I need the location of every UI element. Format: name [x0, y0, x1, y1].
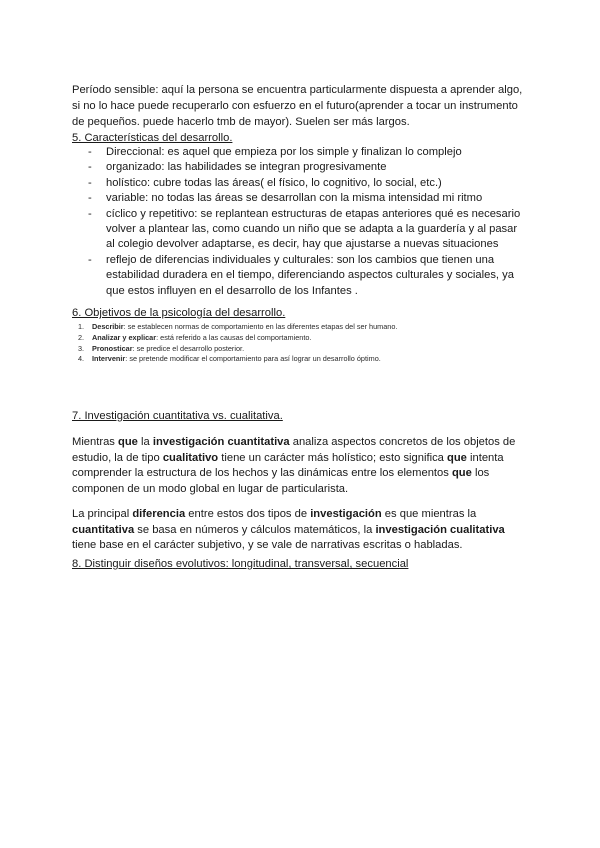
- text-run: los componen de un modo global en lugar de particularista.: [72, 467, 490, 495]
- bold-term: cualitativo: [162, 451, 219, 464]
- list-item: [78, 333, 418, 344]
- item-term: Intervenir: [92, 354, 126, 364]
- list-item: - Direccional: es aquel que empieza por los simple y finalizan lo complejo: [88, 146, 462, 158]
- text-run: Mientras: [72, 436, 119, 449]
- section-8-heading: 8. Distinguir diseños evolutivos: longitudinal, transversal, secuencial: [72, 558, 409, 570]
- list-item: [78, 354, 418, 365]
- list-item-text: reflejo de diferencias individuales y culturales: son los cambios que tienen una estabilidad duradera en el tiempo, diferenciando aspectos culturales y sociales, ya que estos influyen en el desarrollo de los Infantes .: [106, 253, 514, 297]
- text-run: analiza aspectos concretos de los objetos de estudio, la de tipo: [72, 436, 516, 464]
- text-run: tiene base en el carácter subjetivo, y se vale de narrativas escritas o habladas.: [72, 539, 463, 552]
- bold-term: investigación cuantitativa: [152, 436, 290, 449]
- item-text: : se pretende modificar el comportamiento para así lograr un desarrollo óptimo.: [125, 354, 381, 364]
- list-item: - organizado: las habilidades se integran progresivamente: [88, 161, 387, 174]
- bold-term: que: [118, 436, 138, 449]
- bold-term: que: [447, 451, 467, 464]
- objectives-list: [78, 322, 418, 365]
- list-item-text: holístico: cubre todas las áreas( el físico, lo cognitivo, lo social, etc.): [106, 176, 442, 189]
- characteristics-list: [86, 145, 526, 299]
- item-number: 2.: [78, 332, 85, 342]
- list-item-text: organizado: las habilidades se integran progresivamente: [106, 161, 387, 174]
- comparison-paragraph-1: [72, 435, 524, 497]
- item-text: : se predice el desarrollo posterior.: [132, 343, 245, 353]
- item-term: Describir: [92, 322, 124, 331]
- bold-term: cuantitativa: [72, 523, 135, 536]
- item-number: 1.: [78, 322, 85, 331]
- text-run: tiene un carácter más holístico; esto significa: [218, 451, 447, 464]
- list-item: [78, 344, 418, 355]
- section-6-heading: 6. Objetivos de la psicología del desarrollo.: [72, 307, 286, 319]
- bold-term: que: [451, 467, 472, 480]
- item-number: 3.: [78, 343, 85, 353]
- item-number: 4.: [78, 354, 85, 364]
- list-item-text: variable: no todas las áreas se desarrollan con la misma intensidad mi ritmo: [106, 192, 483, 205]
- item-text: : se establecen normas de comportamiento en las diferentes etapas del ser humano.: [123, 322, 398, 331]
- text-run: es que mientras la: [381, 508, 477, 521]
- list-item-text: cíclico y repetitivo: se replantean estructuras de etapas anteriores qué es necesario volver a plantear las, como cuando un niño que se adapta a la guardería y al pasar al colegio devolver adaptarse, es decir, hay que ajustarse a nuevas situaciones: [106, 207, 521, 251]
- list-item: - holístico: cubre todas las áreas( el físico, lo cognitivo, lo social, etc.): [88, 176, 442, 189]
- item-term: Analizar y explicar: [92, 332, 157, 342]
- list-item: [78, 322, 418, 333]
- list-item: - cíclico y repetitivo: se replantean estructuras de etapas anteriores qué es necesario volver a plantear las, como cuando un niño que se adapta a la guardería y al pasar al colegio devolver adaptarse, es decir, hay que ajustarse a nuevas situaciones: [88, 207, 521, 251]
- list-item-text: Direccional: es aquel que empieza por los simple y finalizan lo complejo: [106, 146, 462, 158]
- bold-term: investigación cualitativa: [375, 523, 505, 536]
- section-7-heading: 7. Investigación cuantitativa vs. cualitativa.: [72, 410, 283, 422]
- item-term: Pronosticar: [92, 343, 133, 353]
- text-run: se basa en números y cálculos matemáticos, la: [134, 523, 376, 536]
- list-item: - reflejo de diferencias individuales y culturales: son los cambios que tienen una estabilidad duradera en el tiempo, diferenciando aspectos culturales y sociales, ya que estos influyen en el desarrollo de los Infantes .: [88, 253, 514, 297]
- intro-paragraph: Período sensible: aquí la persona se encuentra particularmente dispuesta a aprender algo, si no lo hace puede recuperarlo con esfuerzo en el futuro(aprender a tocar un instrumento de pequeños. puede hacerlo tmb de mayor). Suelen ser más largos.: [72, 84, 523, 129]
- section-5-heading: 5. Características del desarrollo.: [72, 132, 233, 144]
- text-run: entre estos dos tipos de: [185, 508, 311, 521]
- text-run: la: [137, 436, 153, 449]
- bold-term: investigación: [310, 508, 382, 521]
- bold-term: diferencia: [132, 508, 186, 521]
- text-run: intenta comprender la estructura de los hechos y las dinámicas entre los elementos: [72, 451, 504, 480]
- list-item: - variable: no todas las áreas se desarrollan con la misma intensidad mi ritmo: [88, 192, 483, 205]
- text-run: La principal: [72, 508, 133, 521]
- comparison-paragraph-2: [72, 507, 524, 554]
- item-text: : está referido a las causas del comportamiento.: [156, 332, 312, 342]
